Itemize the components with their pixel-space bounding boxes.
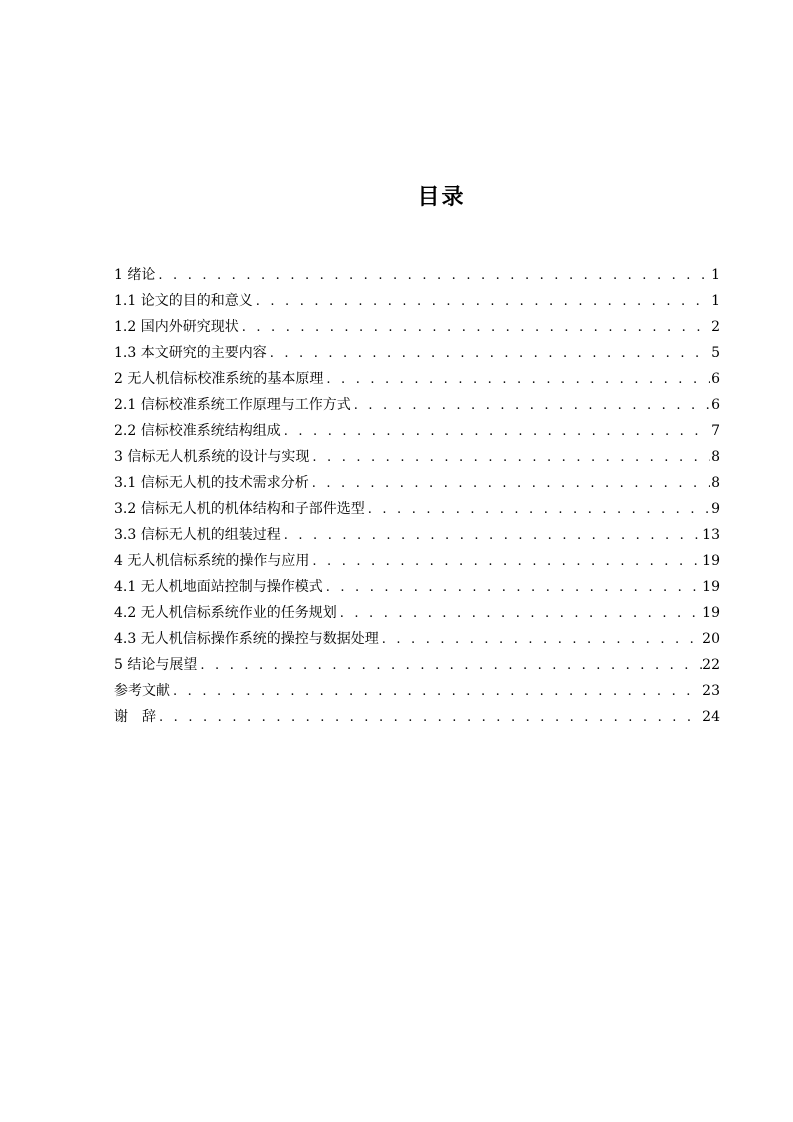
toc-entry-label: 谢 辞	[114, 709, 156, 725]
toc-entry-label: 2.2 信标校准系统结构组成	[114, 423, 281, 439]
dot-leader	[281, 523, 702, 548]
toc-entry-page: 19	[702, 605, 720, 621]
toc-entry-label: 1 绪论	[114, 267, 156, 283]
toc-entry[interactable]	[114, 574, 720, 600]
dot-leader	[365, 497, 710, 522]
toc-entry[interactable]	[114, 340, 720, 366]
dot-leader	[323, 575, 702, 600]
toc-entry-page: 1	[711, 267, 720, 283]
dot-leader	[155, 263, 710, 288]
toc-entry[interactable]	[114, 470, 720, 496]
toc-entry-page: 9	[711, 501, 720, 517]
dot-leader	[239, 315, 710, 340]
dot-leader	[170, 679, 702, 704]
toc-entry-label: 1.3 本文研究的主要内容	[114, 345, 267, 361]
toc-entry-label: 4 无人机信标系统的操作与应用	[114, 553, 310, 569]
toc-entry[interactable]	[114, 522, 720, 548]
toc-entry-page: 1	[711, 293, 720, 309]
toc-entry-page: 13	[702, 527, 720, 543]
toc-entry[interactable]	[114, 444, 720, 470]
toc-entry-label: 3.2 信标无人机的机体结构和子部件选型	[114, 501, 365, 517]
dot-leader	[309, 549, 702, 574]
toc-entry-page: 22	[702, 657, 720, 673]
toc-entry-label: 参考文献	[114, 683, 170, 699]
toc-entry-label: 3.1 信标无人机的技术需求分析	[114, 475, 309, 491]
toc-entry[interactable]	[114, 626, 720, 652]
toc-entry-label: 5 结论与展望	[114, 657, 198, 673]
toc-entry[interactable]	[114, 548, 720, 574]
toc-entry-page: 23	[702, 683, 720, 699]
dot-leader	[337, 601, 702, 626]
toc-entry[interactable]	[114, 392, 720, 418]
toc-entry-page: 2	[711, 319, 720, 335]
dot-leader	[309, 445, 710, 470]
toc-entry-page: 6	[711, 397, 720, 413]
toc-entry-label: 2 无人机信标校准系统的基本原理	[114, 371, 324, 387]
toc-entry-label: 4.2 无人机信标系统作业的任务规划	[114, 605, 337, 621]
dot-leader	[309, 471, 710, 496]
toc-entry[interactable]	[114, 288, 720, 314]
toc-entry[interactable]	[114, 678, 720, 704]
toc-entry[interactable]	[114, 262, 720, 288]
toc-entry-page: 8	[711, 475, 720, 491]
toc-entry-page: 19	[702, 553, 720, 569]
toc-entry[interactable]	[114, 314, 720, 340]
dot-leader	[323, 367, 710, 392]
toc-entry-page: 19	[702, 579, 720, 595]
dot-leader	[281, 419, 710, 444]
dot-leader	[197, 653, 702, 678]
toc-entry-label: 4.1 无人机地面站控制与操作模式	[114, 579, 323, 595]
toc-entry-label: 1.2 国内外研究现状	[114, 319, 239, 335]
dot-leader	[267, 341, 710, 366]
toc-entry[interactable]	[114, 704, 720, 730]
toc-entry[interactable]	[114, 418, 720, 444]
toc-entry-label: 3.3 信标无人机的组装过程	[114, 527, 281, 543]
toc-entry[interactable]	[114, 366, 720, 392]
toc-title: 目录	[417, 185, 466, 210]
toc-entry-page: 6	[711, 371, 720, 387]
toc-entry-page: 24	[702, 709, 720, 725]
toc-entry-label: 2.1 信标校准系统工作原理与工作方式	[114, 397, 351, 413]
toc-entry-page: 8	[711, 449, 720, 465]
toc-entry-page: 7	[711, 423, 720, 439]
toc-entry-page: 20	[702, 631, 720, 647]
toc-entry[interactable]	[114, 496, 720, 522]
dot-leader	[253, 289, 710, 314]
toc-entry-label: 1.1 论文的目的和意义	[114, 293, 253, 309]
toc-entry[interactable]	[114, 600, 720, 626]
toc-entry-label: 3 信标无人机系统的设计与实现	[114, 449, 310, 465]
toc-entry[interactable]	[114, 652, 720, 678]
dot-leader	[156, 705, 702, 730]
dot-leader	[351, 393, 710, 418]
table-of-contents	[114, 262, 720, 730]
dot-leader	[379, 627, 702, 652]
toc-entry-page: 5	[711, 345, 720, 361]
toc-entry-label: 4.3 无人机信标操作系统的操控与数据处理	[114, 631, 379, 647]
